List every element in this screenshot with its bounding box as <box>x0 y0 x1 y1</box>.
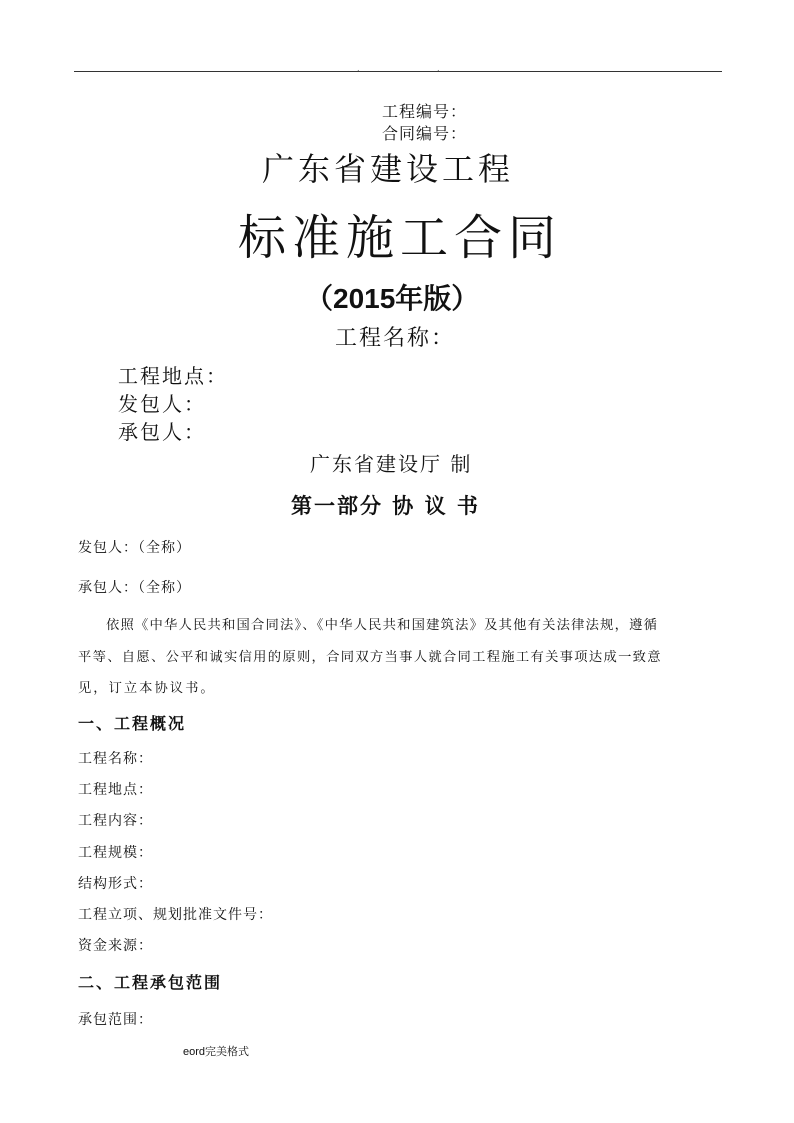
field-contract-scope: 承包范围： <box>78 1012 153 1028</box>
intro-paragraph-line: 平等、自愿、公平和诚实信用的原则，合同双方当事人就合同工程施工有关事项达成一致意 <box>78 650 662 665</box>
contractor-fullname-line: 承包人：（全称） <box>78 580 191 596</box>
cover-issuer: 广东省建设厅 制 <box>310 452 473 476</box>
cover-employer: 发包人： <box>118 392 206 416</box>
cover-title: 标准施工合同 <box>238 210 563 266</box>
project-number-label: 工程编号： <box>382 102 468 121</box>
cover-edition: （2015年版） <box>305 283 480 314</box>
field-structure-type: 结构形式： <box>78 876 153 892</box>
header-rule <box>74 71 722 72</box>
intro-paragraph-line: 见，订立本协议书。 <box>78 681 216 696</box>
field-project-name: 工程名称： <box>78 751 153 767</box>
field-project-content: 工程内容： <box>78 813 153 829</box>
cover-subtitle: 广东省建设工程 <box>262 150 515 188</box>
field-approval-document-number: 工程立项、规划批准文件号： <box>78 907 273 923</box>
part-one-title: 第一部分 协 议 书 <box>291 493 480 518</box>
cover-contractor: 承包人： <box>118 420 206 444</box>
cover-project-name: 工程名称： <box>335 326 456 351</box>
field-funding-source: 资金来源： <box>78 938 153 954</box>
header-dot-right: . <box>437 64 440 73</box>
employer-fullname-line: 发包人：（全称） <box>78 540 191 556</box>
header-dot-left: . <box>357 64 360 73</box>
section-contract-scope-heading: 二、工程承包范围 <box>78 973 223 992</box>
intro-paragraph-line: 依照《中华人民共和国合同法》、《中华人民共和国建筑法》及其他有关法律法规，遵循 <box>106 618 659 633</box>
cover-project-location: 工程地点： <box>118 364 228 388</box>
footer-watermark: eord完美格式 <box>183 1046 250 1058</box>
contract-number-label: 合同编号： <box>382 124 468 143</box>
field-project-location: 工程地点： <box>78 782 153 798</box>
section-project-overview-heading: 一、工程概况 <box>78 714 187 733</box>
field-project-scale: 工程规模： <box>78 845 153 861</box>
